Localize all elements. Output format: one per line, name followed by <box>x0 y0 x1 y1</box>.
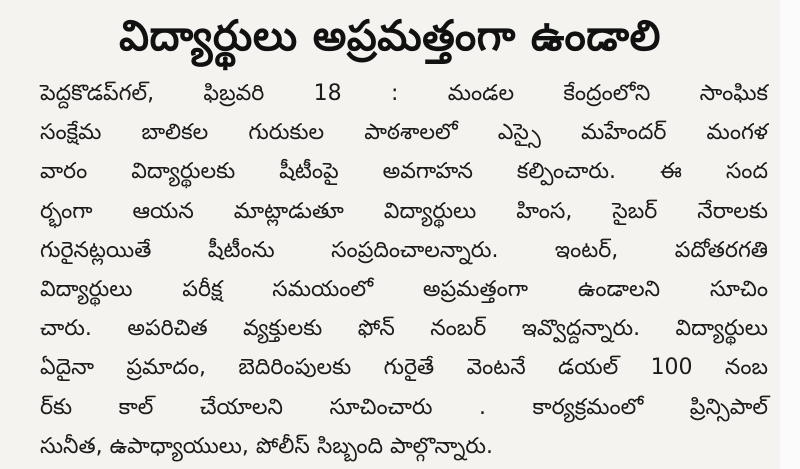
article-line-8: ఏదైనా ప్రమాదం, బెదిరింపులకు గురైతే వెంటనే డయల్‌ 100 నంబ <box>40 355 768 381</box>
article-line-3: వారం విద్యార్థులకు షీటీంపై అవగాహన కల్పించారు. ఈ సంద <box>40 159 768 185</box>
article-line-2: సంక్షేమ బాలికల గురుకుల పాఠశాలలో ఎస్సై మహేందర్‌ మంగళ <box>40 120 768 146</box>
article-line-7: చారు. అపరిచిత వ్యక్తులకు ఫోన్‌ నంబర్‌ ఇవ్వొద్దన్నారు. విద్యార్థులు <box>40 316 768 342</box>
article-line-1: పెద్దకొడప్‌గల్‌, ఫిబ్రవరి 18 : మండల కేంద్రంలోని సాంఘిక <box>40 81 768 106</box>
article-line-5: గురైనట్లయితే షీటీంను సంప్రదించాలన్నారు. ఇంటర్‌, పదోతరగతి <box>40 237 768 263</box>
article-line-9: ర్‌కు కాల్‌ చేయాలని సూచించారు . కార్యక్రమంలో ప్రిన్సిపాల్‌ <box>40 394 768 420</box>
article-headline: విద్యార్థులు అప్రమత్తంగా ఉండాలి <box>119 11 661 60</box>
article-body <box>40 74 768 466</box>
article-line-10: సునీత, ఉపాధ్యాయులు, పోలీస్‌ సిబ్బంది పాల్గొన్నారు. <box>40 433 494 459</box>
article-line-4: ర్భంగా ఆయన మాట్లాడుతూ విద్యార్థులు హింస, సైబర్‌ నేరాలకు <box>40 198 768 224</box>
page-edge <box>780 0 800 469</box>
article-line-6: విద్యార్థులు పరీక్ష సమయంలో అప్రమత్తంగా ఉండాలని సూచిం <box>40 276 768 302</box>
